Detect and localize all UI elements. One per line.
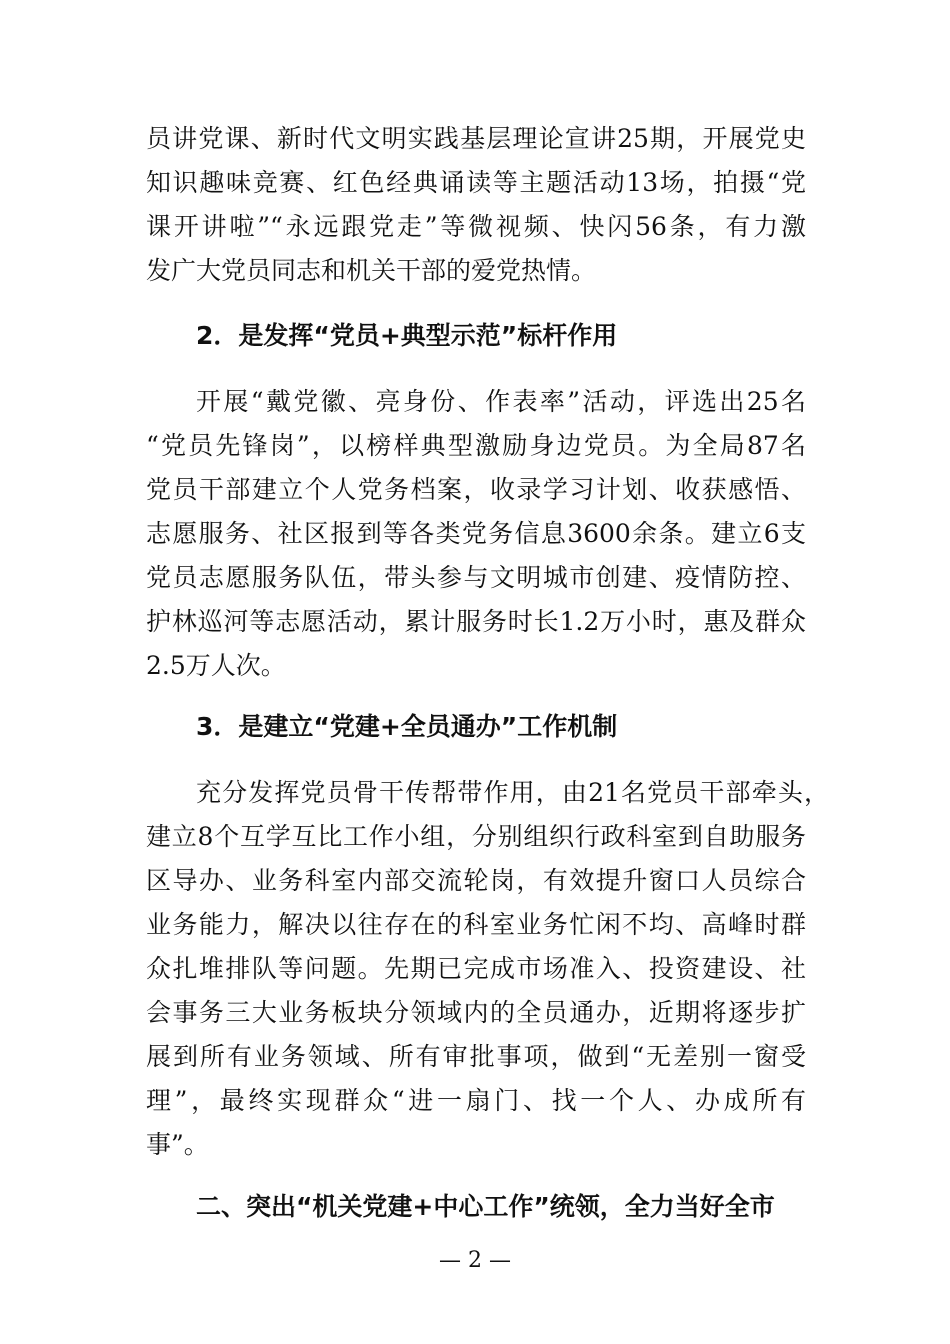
- section-heading: 二、突出“机关党建+中心工作”统领，全力当好全市: [196, 1192, 775, 1221]
- paragraph-line: “党员先锋岗”，以榜样典型激励身边党员。为全局87名: [146, 431, 806, 460]
- paragraph-line: 建立8个互学互比工作小组，分别组织行政科室到自助服务: [146, 822, 806, 851]
- paragraph-line: 充分发挥党员骨干传帮带作用，由21名党员干部牵头，: [196, 778, 829, 807]
- section-heading: 3．是建立“党建+全员通办”工作机制: [196, 712, 618, 741]
- paragraph-line: 2.5万人次。: [146, 651, 286, 680]
- paragraph-line: 业务能力，解决以往存在的科室业务忙闲不均、高峰时群: [146, 910, 806, 939]
- page-number: — 2 —: [439, 1248, 511, 1273]
- paragraph-line: 护林巡河等志愿活动，累计服务时长1.2万小时，惠及群众: [146, 607, 806, 636]
- paragraph-line: 党员志愿服务队伍，带头参与文明城市创建、疫情防控、: [146, 563, 806, 592]
- paragraph-line: 区导办、业务科室内部交流轮岗，有效提升窗口人员综合: [146, 866, 806, 895]
- section-heading: 2．是发挥“党员+典型示范”标杆作用: [196, 321, 618, 350]
- paragraph-line: 众扎堆排队等问题。先期已完成市场准入、投资建设、社: [146, 954, 806, 983]
- paragraph-line: 课开讲啦”“永远跟党走”等微视频、快闪56条，有力激: [146, 212, 806, 241]
- paragraph-line: 志愿服务、社区报到等各类党务信息3600余条。建立6支: [146, 519, 806, 548]
- paragraph-line: 理”，最终实现群众“进一扇门、找一个人、办成所有: [146, 1086, 806, 1115]
- paragraph-line: 知识趣味竞赛、红色经典诵读等主题活动13场，拍摄“党: [146, 168, 806, 197]
- paragraph-line: 党员干部建立个人党务档案，收录学习计划、收获感悟、: [146, 475, 806, 504]
- paragraph-line: 员讲党课、新时代文明实践基层理论宣讲25期，开展党史: [146, 124, 806, 153]
- paragraph-line: 事”。: [146, 1130, 209, 1159]
- paragraph-line: 发广大党员同志和机关干部的爱党热情。: [146, 256, 597, 285]
- paragraph-line: 开展“戴党徽、亮身份、作表率”活动，评选出25名: [196, 387, 806, 416]
- paragraph-line: 会事务三大业务板块分领域内的全员通办，近期将逐步扩: [146, 998, 806, 1027]
- paragraph-line: 展到所有业务领域、所有审批事项，做到“无差别一窗受: [146, 1042, 806, 1071]
